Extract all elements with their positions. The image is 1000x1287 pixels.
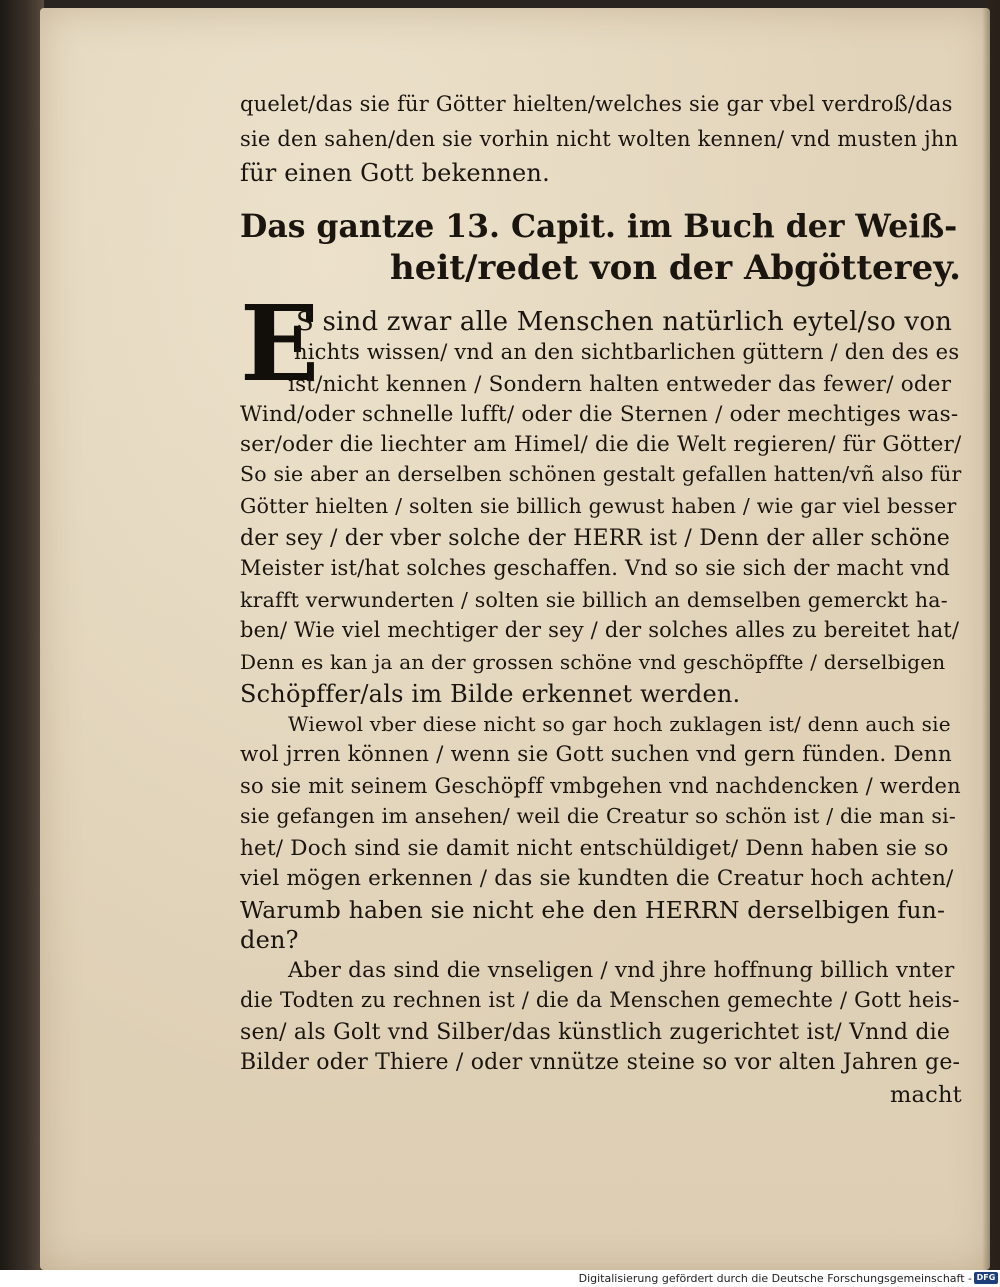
- text-line: het/ Doch sind sie damit nicht entschüldiget/ Denn haben sie so: [240, 836, 949, 861]
- chapter-heading: Das gantze 13. Capit. im Buch der Weiß-: [240, 208, 958, 245]
- text-line: Schöpffer/als im Bilde erkennet werden.: [240, 680, 741, 708]
- text-line: der sey / der vber solche der HERR ist / Denn der aller schöne: [240, 526, 950, 551]
- text-line: viel mögen erkennen / das sie kundten die Creatur hoch achten/: [240, 866, 954, 891]
- text-line: so sie mit seinem Geschöpff vmbgehen vnd nachdencken / werden: [240, 774, 961, 798]
- text-line: S sind zwar alle Menschen natürlich eytel/so von: [296, 307, 953, 337]
- drop-cap-initial: E: [240, 282, 320, 405]
- text-line: Wiewol vber diese nicht so gar hoch zuklagen ist/ denn auch sie: [288, 712, 951, 736]
- chapter-heading: heit/redet von der Abgötterey.: [390, 248, 961, 288]
- text-line: quelet/das sie für Götter hielten/welches sie gar vbel verdroß/das: [240, 92, 953, 116]
- book-gutter: [0, 0, 44, 1270]
- text-line: Wind/oder schnelle lufft/ oder die Sternen / oder mechtiges was-: [240, 402, 959, 427]
- catchword: macht: [890, 1082, 962, 1108]
- dfg-logo: DFG: [974, 1272, 998, 1284]
- text-line: Warumb haben sie nicht ehe den HERRN derselbigen fun-: [240, 896, 946, 924]
- text-line: So sie aber an derselben schönen gestalt gefallen hatten/vñ also für: [240, 462, 962, 486]
- text-line: den?: [240, 926, 299, 954]
- text-line: Bilder oder Thiere / oder vnnütze steine so vor alten Jahren ge-: [240, 1050, 961, 1075]
- text-line: sie den sahen/den sie vorhin nicht wolten kennen/ vnd musten jhn: [240, 127, 959, 151]
- text-line: ser/oder die liechter am Himel/ die die Welt regieren/ für Götter/: [240, 432, 962, 457]
- text-line: Aber das sind die vnseligen / vnd jhre hoffnung billich vnter: [288, 958, 955, 983]
- text-line: Meister ist/hat solches geschaffen. Vnd so sie sich der macht vnd: [240, 556, 950, 580]
- funding-notice: Digitalisierung gefördert durch die Deutsche Forschungsgemeinschaft -: [578, 1272, 972, 1285]
- page-edge-shadow: [982, 0, 1000, 1270]
- text-line: die Todten zu rechnen ist / die da Menschen gemechte / Gott heis-: [240, 988, 960, 1012]
- text-line: ist/nicht kennen / Sondern halten entweder das fewer/ oder: [288, 372, 952, 397]
- text-line: wol jrren können / wenn sie Gott suchen vnd gern fünden. Denn: [240, 742, 952, 767]
- text-line: für einen Gott bekennen.: [240, 159, 550, 187]
- text-line: Götter hielten / solten sie billich gewust haben / wie gar viel besser: [240, 494, 957, 518]
- text-line: Denn es kan ja an der grossen schöne vnd geschöpffte / derselbigen: [240, 650, 946, 674]
- text-line: sie gefangen im ansehen/ weil die Creatur so schön ist / die man si-: [240, 804, 956, 828]
- text-line: sen/ als Golt vnd Silber/das künstlich zugerichtet ist/ Vnnd die: [240, 1020, 951, 1045]
- text-line: nichts wissen/ vnd an den sichtbarlichen güttern / den des es: [294, 340, 960, 364]
- text-line: krafft verwunderten / solten sie billich an demselben gemerckt ha-: [240, 588, 948, 612]
- text-line: ben/ Wie viel mechtiger der sey / der solches alles zu bereitet hat/: [240, 618, 960, 642]
